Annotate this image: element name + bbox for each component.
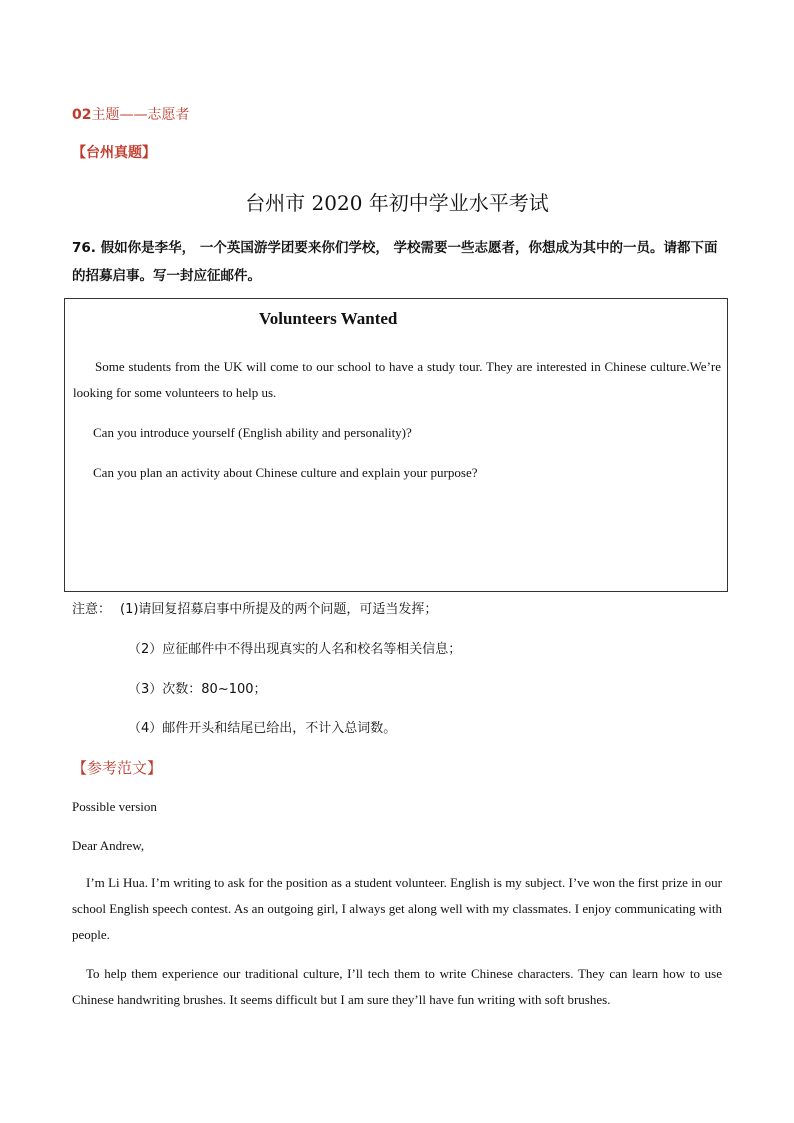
notice-title: Volunteers Wanted <box>259 309 398 328</box>
reference-tag: 【参考范文】 <box>72 759 163 777</box>
question-prompt: 76. 假如你是李华， 一个英国游学团要来你们学校， 学校需要一些志愿者，你想成为其中的一员。请都下面的招募启事。写一封应征邮件。 <box>72 240 718 284</box>
notes-label: 注意： <box>72 602 112 617</box>
section-number: 02 <box>72 107 92 123</box>
recruitment-notice-box <box>64 298 728 592</box>
note-item: （4）邮件开头和结尾已给出，不计入总词数。 <box>128 721 397 736</box>
note-item: （2）应征邮件中不得出现真实的人名和校名等相关信息； <box>128 642 462 657</box>
sample-heading: Possible version <box>72 799 157 814</box>
section-label <box>72 104 189 124</box>
sample-greeting: Dear Andrew, <box>72 838 145 853</box>
note-item: （3）次数：80~100； <box>128 682 267 697</box>
section-title: 主题——志愿者 <box>91 107 190 123</box>
notice-paragraph: Can you introduce yourself (English ability and personality)? <box>93 425 412 440</box>
sample-paragraph: To help them experience our traditional culture, I’ll tech them to write Chinese characters. They can learn how to use Chinese handwriting brushes. It seems difficult but I am sure they’ll have fun writing with soft brushes. <box>72 966 722 1007</box>
note-item: (1)请回复招募启事中所提及的两个问题，可适当发挥； <box>120 602 438 617</box>
notice-paragraph: Can you plan an activity about Chinese culture and explain your purpose? <box>93 465 478 480</box>
notice-paragraph: Some students from the UK will come to our school to have a study tour. They are interested in Chinese culture.We’re looking for some volunteers to help us. <box>73 359 721 400</box>
sample-paragraph: I’m Li Hua. I’m writing to ask for the position as a student volunteer. English is my subject. I’ve won the first prize in our school English speech contest. As an outgoing girl, I always get along well with my classmates. I enjoy communicating with people. <box>72 875 722 942</box>
exam-title: 台州市 2020 年初中学业水平考试 <box>245 191 549 215</box>
source-tag: 【台州真题】 <box>72 145 156 161</box>
